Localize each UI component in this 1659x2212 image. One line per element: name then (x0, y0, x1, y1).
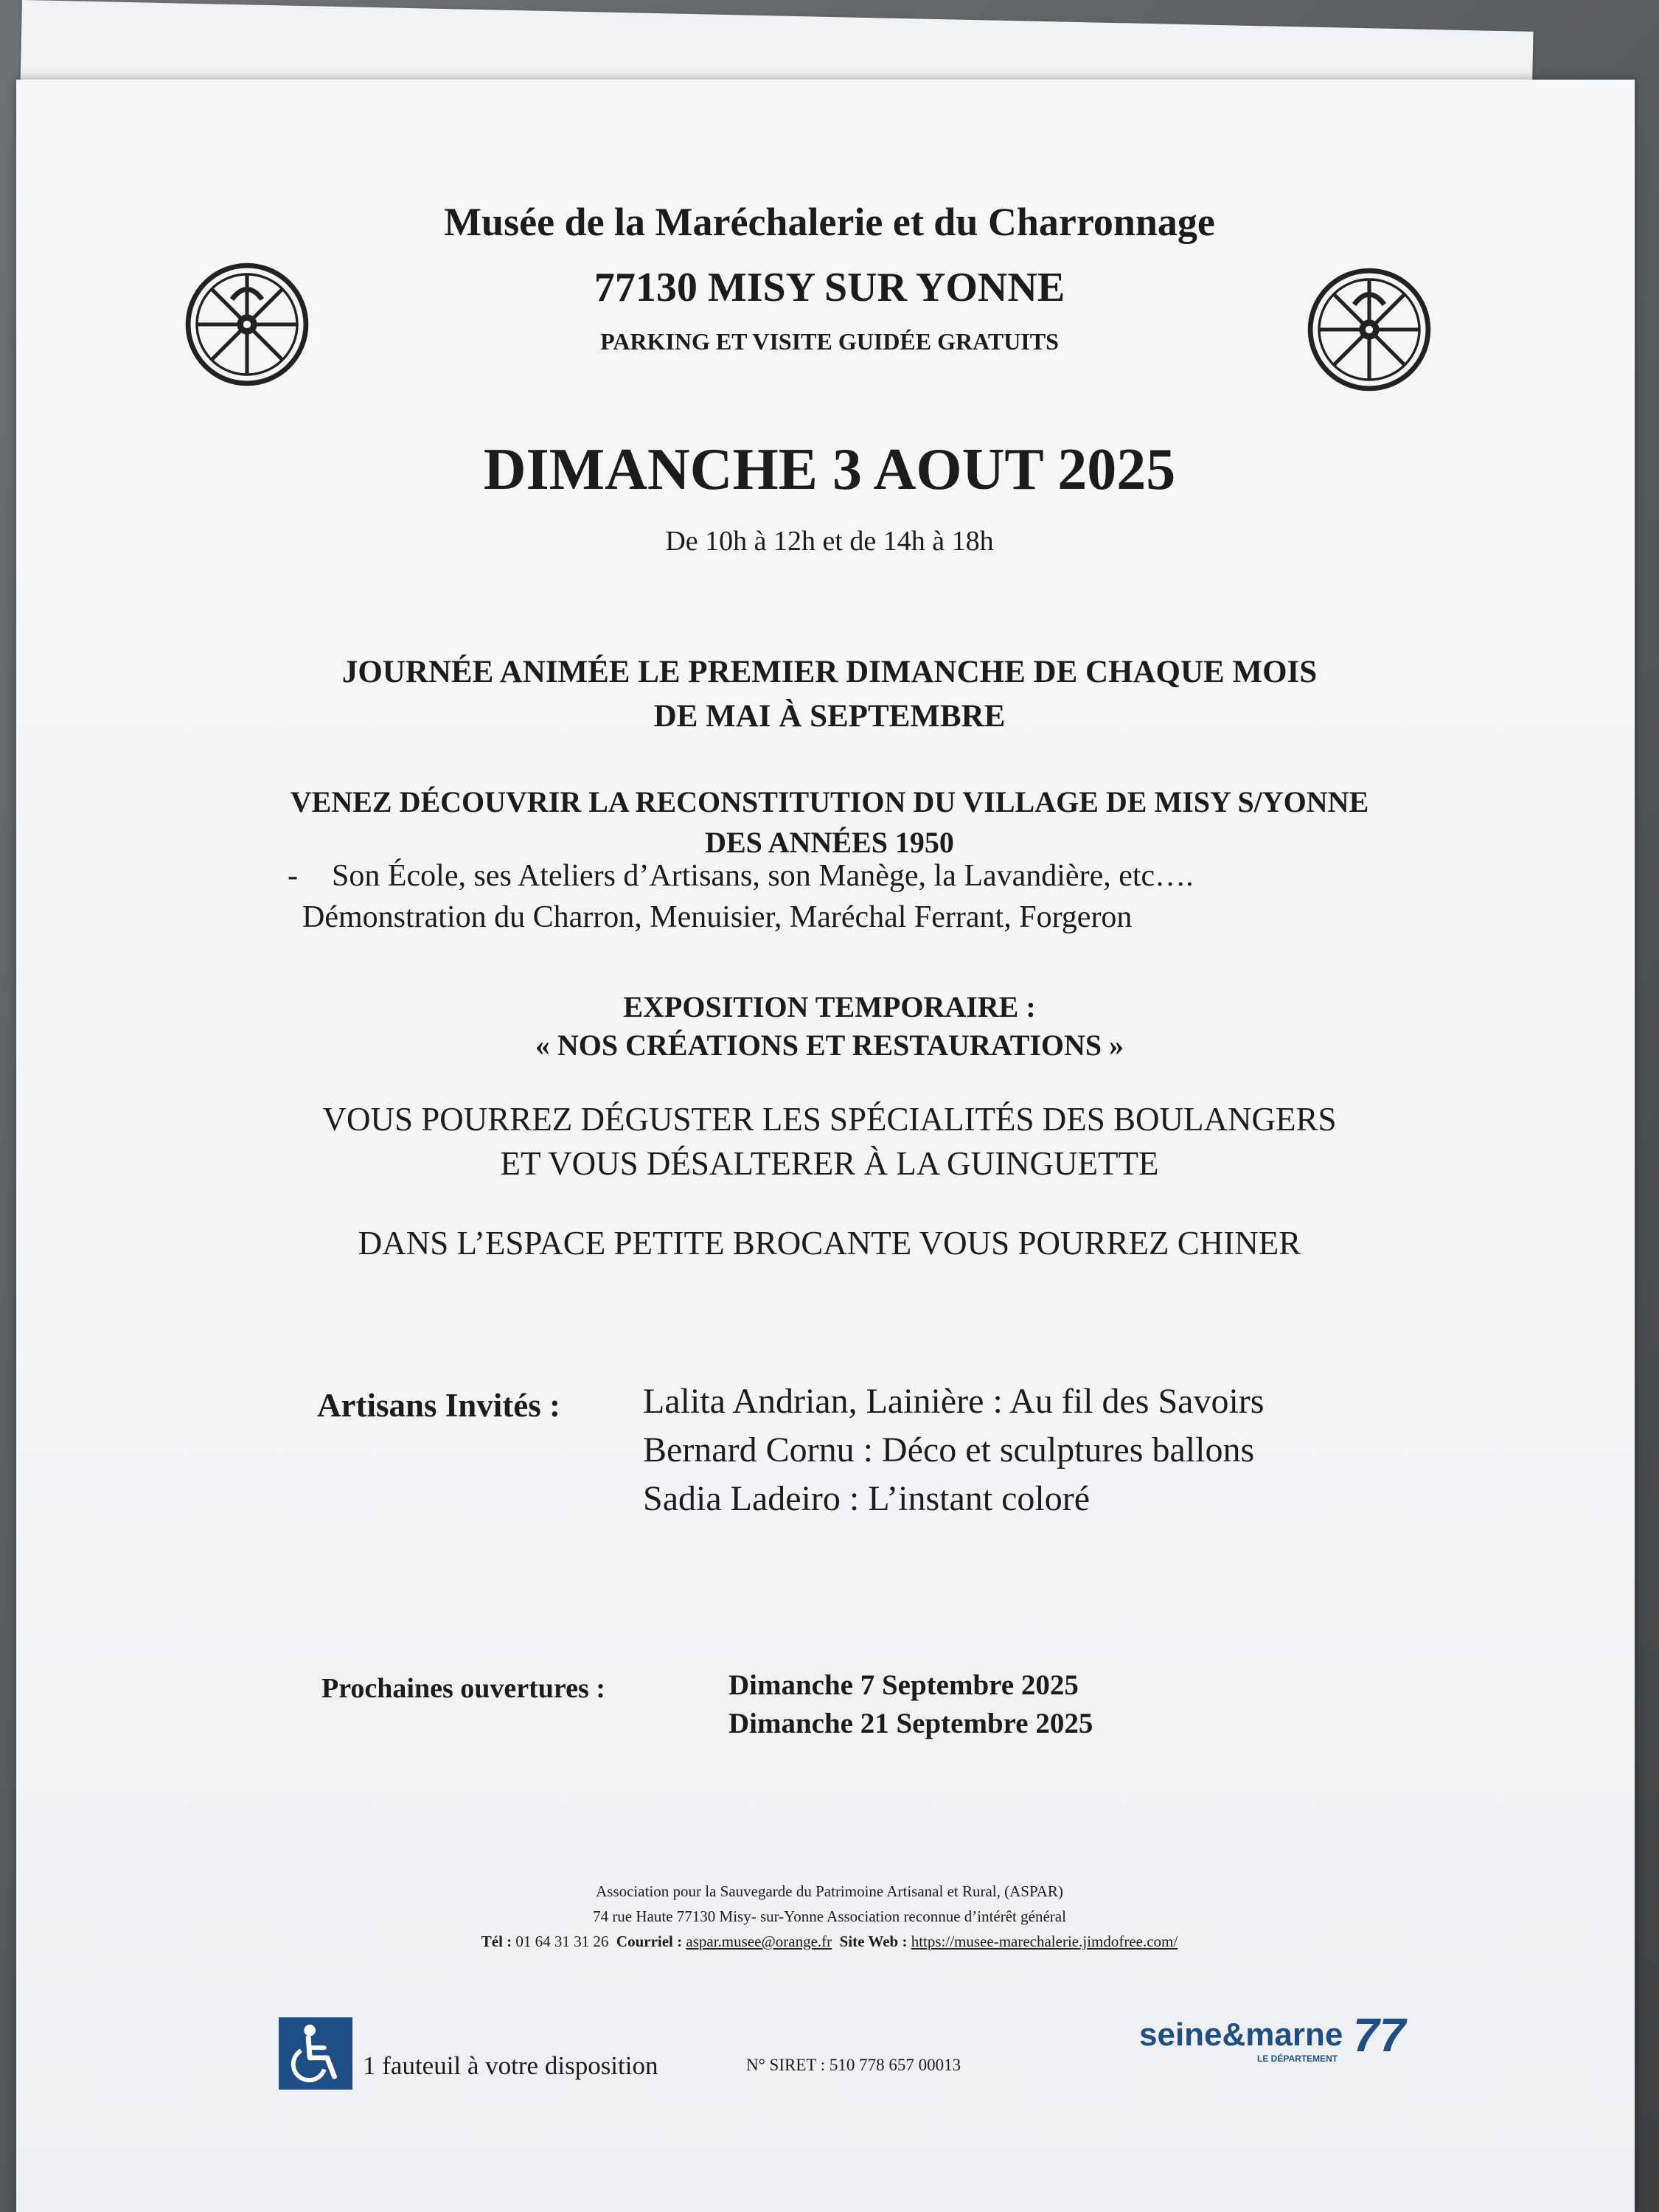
brocante-notice: DANS L’ESPACE PETITE BROCANTE VOUS POURREZ CHINER (358, 1225, 1301, 1262)
event-date: DIMANCHE 3 AOUT 2025 (483, 437, 1176, 502)
artisans-label: Artisans Invités : (317, 1387, 561, 1424)
artisans-list (643, 1377, 1264, 1523)
web-label: Site Web : (839, 1933, 908, 1950)
association-name: Association pour la Sauvegarde du Patrimoine Artisanal et Rural, (ASPAR) (596, 1882, 1063, 1900)
logo-text: seine&marne (1139, 2017, 1343, 2053)
artisan-item: Sadia Ladeiro : L’instant coloré (643, 1479, 1091, 1518)
discover-line-1: VENEZ DÉCOUVRIR LA RECONSTITUTION DU VILLAGE DE MISY S/YONNE (290, 785, 1369, 818)
exposition-line-2: « NOS CRÉATIONS ET RESTAURATIONS » (535, 1029, 1124, 1062)
logo-subtitle: LE DÉPARTEMENT (1257, 2053, 1338, 2064)
tel-number: 01 64 31 31 26 (515, 1933, 609, 1950)
next-opening-date: Dimanche 21 Septembre 2025 (728, 1708, 1093, 1739)
degustation-line-2: ET VOUS DÉSALTERER À LA GUINGUETTE (500, 1145, 1159, 1182)
event-hours: De 10h à 12h et de 14h à 18h (665, 526, 994, 557)
village-features-list (288, 855, 1194, 938)
email-label: Courriel : (616, 1933, 683, 1950)
siret-number: N° SIRET : 510 778 657 00013 (746, 2056, 961, 2074)
museum-name: Musée de la Maréchalerie et du Charronnage (444, 200, 1215, 244)
association-address: 74 rue Haute 77130 Misy- sur-Yonne Association reconnue d’intérêt général (593, 1907, 1066, 1925)
artisan-item: Lalita Andrian, Lainière : Au fil des Savoirs (643, 1382, 1265, 1421)
discover-line-2: DES ANNÉES 1950 (705, 826, 954, 859)
list-item: Démonstration du Charron, Menuisier, Maréchal Ferrant, Forgeron (302, 900, 1133, 934)
degustation-notice (221, 1097, 1438, 1186)
exposition-notice (221, 988, 1438, 1065)
exposition-line-1: EXPOSITION TEMPORAIRE : (623, 990, 1036, 1023)
next-openings-list (728, 1666, 1093, 1743)
association-footer (221, 1879, 1438, 1954)
tel-label: Tél : (481, 1933, 512, 1950)
next-openings-label: Prochaines ouvertures : (321, 1673, 605, 1704)
contact-line (221, 1929, 1438, 1954)
wheelchair-icon (279, 2017, 352, 2090)
animation-notice (206, 650, 1453, 739)
discover-heading (192, 782, 1467, 863)
wheelchair-notice: 1 fauteuil à votre disposition (363, 2051, 658, 2080)
next-opening-date: Dimanche 7 Septembre 2025 (728, 1669, 1079, 1701)
website-link[interactable]: https://musee-marechalerie.jimdofree.com/ (911, 1933, 1178, 1950)
list-dash: - (288, 859, 298, 893)
animation-line-1: JOURNÉE ANIMÉE LE PREMIER DIMANCHE DE CHAQUE MOIS (341, 655, 1318, 689)
email-link[interactable]: aspar.musee@orange.fr (686, 1933, 832, 1950)
parking-notice: PARKING ET VISITE GUIDÉE GRATUITS (600, 328, 1059, 355)
artisan-item: Bernard Cornu : Déco et sculptures ballons (643, 1430, 1255, 1470)
list-item: Son École, ses Ateliers d’Artisans, son Manège, la Lavandière, etc…. (332, 859, 1194, 893)
degustation-line-1: VOUS POURREZ DÉGUSTER LES SPÉCIALITÉS DES BOULANGERS (322, 1101, 1337, 1138)
seine-et-marne-logo (1132, 2013, 1427, 2072)
animation-line-2: DE MAI À SEPTEMBRE (653, 699, 1006, 734)
museum-location: 77130 MISY SUR YONNE (594, 265, 1065, 310)
logo-number: 77 (1353, 2013, 1406, 2062)
